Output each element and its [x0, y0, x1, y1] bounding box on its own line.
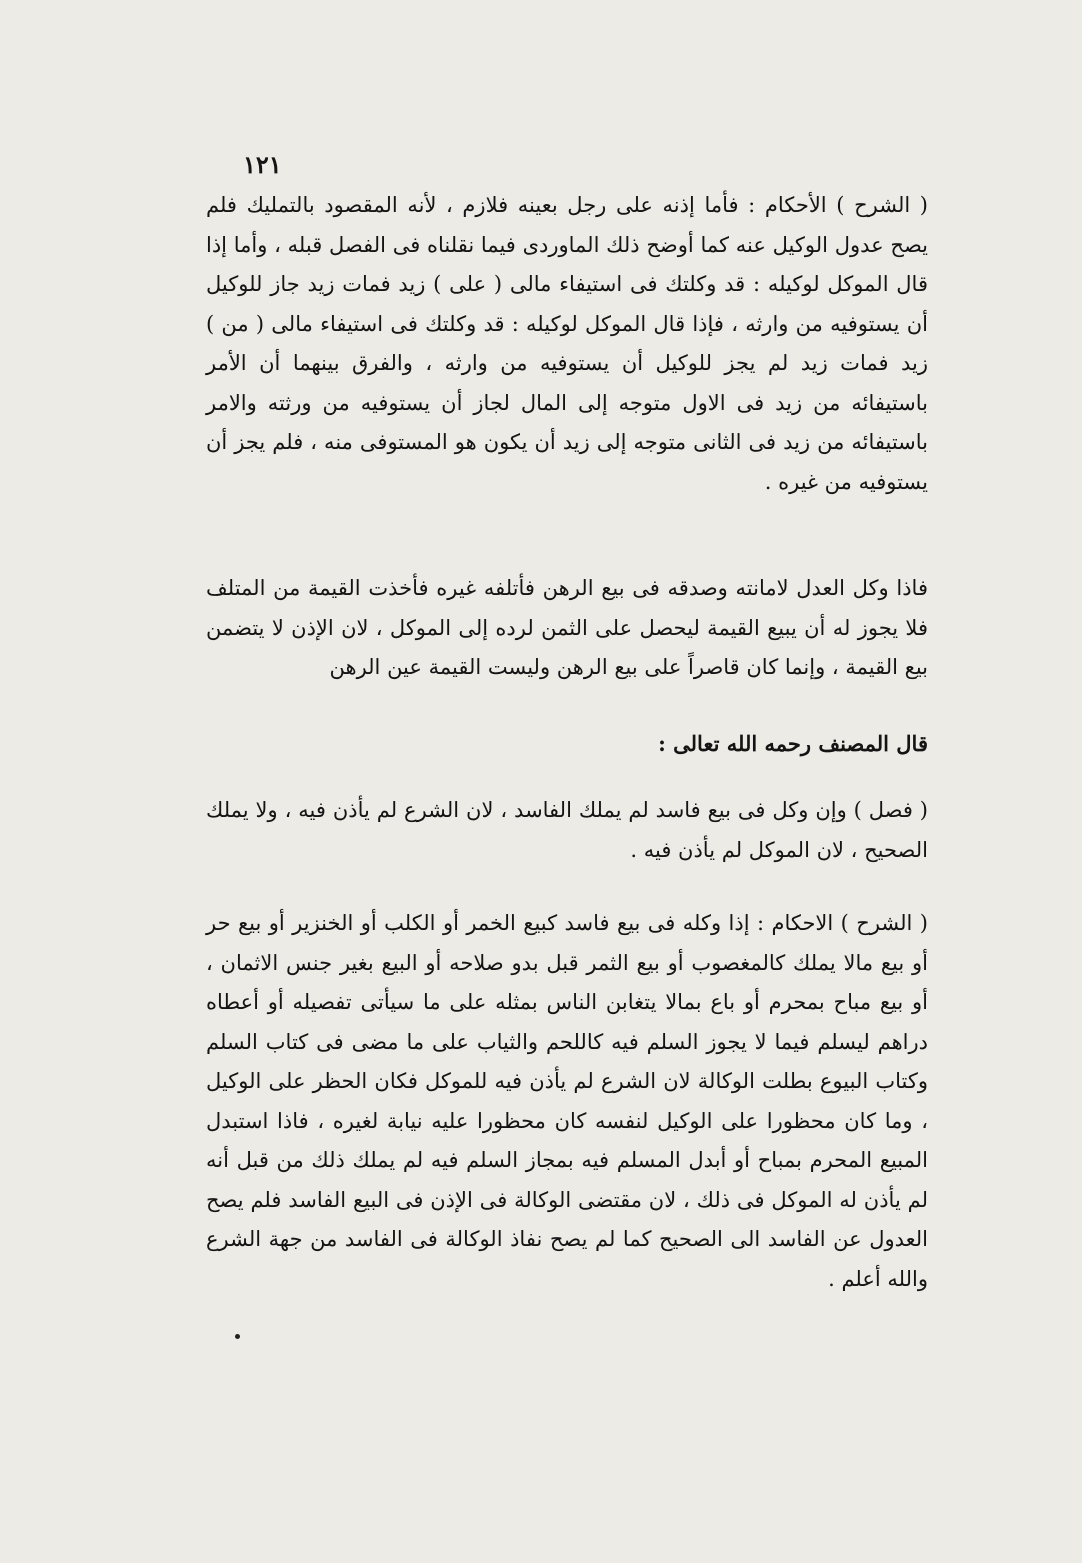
- paragraph-commentary-1: [206, 186, 928, 502]
- paragraph-commentary-2: [206, 569, 928, 688]
- author-heading: [206, 724, 928, 764]
- paragraph-text: ( الشرح ) الاحكام : إذا وكله فى بيع فاسد كبيع الخمر أو الكلب أو الخنزير أو بيع حر أو بيع مالا يملك كالمغصوب أو بيع الثمر قبل بدو صلاحه أو البيع بغير جنس الاثمان ، أو بيع مباح بمحرم أو باع بمالا يتغابن الناس بمثله على ما سيأتى تفصيله أو أعطاه دراهم ليسلم فيما لا يجوز السلم فيه كاللحم والثياب على ما مضى فى كتاب السلم وكتاب البيوع بطلت الوكالة لان الشرع لم يأذن فيه للموكل فكان الحظر على الوكيل ، وما كان محظورا على الوكيل لنفسه كان محظورا عليه نيابة لغيره ، فاذا استبدل المبيع المحرم بمباح أو أبدل المسلم فيه بمجاز السلم فيه لم يملك ذلك من قبل أنه لم يأذن له الموكل فى ذلك ، لان مقتضى الوكالة فى الإذن فى البيع الفاسد فلم يصح العدول عن الفاسد الى الصحيح كما لم يصح نفاذ الوكالة فى الفاسد من جهة الشرع والله أعلم .: [206, 911, 928, 1291]
- heading-text: قال المصنف رحمه الله تعالى :: [658, 731, 928, 756]
- paragraph-text: فاذا وكل العدل لامانته وصدقه فى بيع الرهن فأتلفه غيره فأخذت القيمة من المتلف فلا يجوز له أن يبيع القيمة ليحصل على الثمن لرده إلى الموكل ، لان الإذن لا يتضمن بيع القيمة ، وإنما كان قاصراً على بيع الرهن وليست القيمة عين الرهن: [206, 576, 928, 679]
- paragraph-commentary-3: [206, 904, 928, 1299]
- paragraph-text: ( فصل ) وإن وكل فى بيع فاسد لم يملك الفاسد ، لان الشرع لم يأذن فيه ، ولا يملك الصحيح ، لان الموكل لم يأذن فيه .: [206, 798, 928, 862]
- paragraph-text: ( الشرح ) الأحكام : فأما إذنه على رجل بعينه فلازم ، لأنه المقصود بالتمليك فلم يصح عدول الوكيل عنه كما أوضح ذلك الماوردى فيما نقلناه فى الفصل قبله ، وأما إذا قال الموكل لوكيله : قد وكلتك فى استيفاء مالى ( على ) زيد فمات زيد جاز للوكيل أن يستوفيه من وارثه ، فإذا قال الموكل لوكيله : قد وكلتك فى استيفاء مالى ( من ) زيد فمات زيد لم يجز للوكيل أن يستوفيه من وارثه ، والفرق بينهما أن الأمر باستيفائه من زيد فى الاول متوجه إلى المال لجاز أن يستوفيه من ورثته والامر باستيفائه من زيد فى الثانى متوجه إلى زيد أن يكون هو المستوفى منه ، فلم يجز أن يستوفيه من غيره .: [206, 193, 928, 494]
- ink-dot: [235, 1334, 240, 1339]
- page-number: ١٢١: [243, 150, 282, 179]
- section-paragraph: [206, 791, 928, 870]
